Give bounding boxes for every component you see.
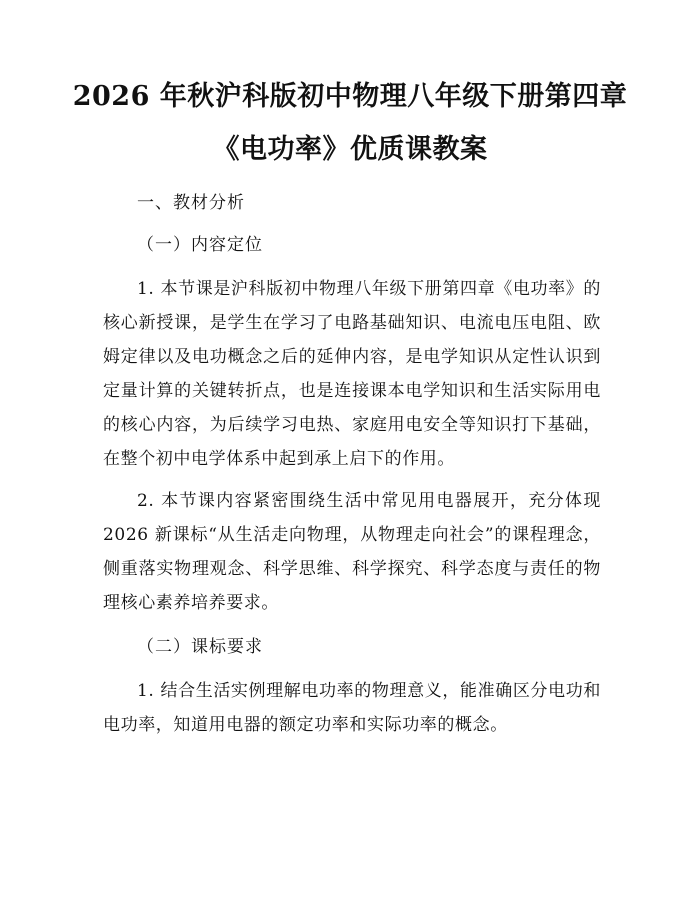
subsection-heading-curriculum-requirements: （二）课标要求: [137, 637, 263, 657]
title-line-2: 《电功率》优质课教案: [212, 134, 488, 165]
document-title: [0, 82, 700, 165]
paragraph-requirements-1: 1. 结合生活实例理解电功率的物理意义，能准确区分电功和电功率，知道用电器的额定功率和实际功率的概念。: [103, 681, 601, 735]
section-heading-textbook-analysis: 一、教材分析: [137, 193, 245, 213]
subsection-heading-content-positioning: （一）内容定位: [137, 235, 263, 255]
paragraph-positioning-2: 2. 本节课内容紧密围绕生活中常见用电器展开，充分体现 2026 新课标“从生活走向物理，从物理走向社会”的课程理念，侧重落实物理观念、科学思维、科学探究、科学态度与责任的物理核心素养培养要求。: [103, 491, 601, 613]
document-body: [103, 186, 601, 742]
paragraph-positioning-1: 1. 本节课是沪科版初中物理八年级下册第四章《电功率》的核心新授课，是学生在学习了电路基础知识、电流电压电阻、欧姆定律以及电功概念之后的延伸内容，是电学知识从定性认识到定量计算的关键转折点，也是连接课本电学知识和生活实际用电的核心内容，为后续学习电热、家庭用电安全等知识打下基础，在整个初中电学体系中起到承上启下的作用。: [103, 279, 601, 469]
title-line-1: 2026 年秋沪科版初中物理八年级下册第四章: [72, 81, 628, 112]
